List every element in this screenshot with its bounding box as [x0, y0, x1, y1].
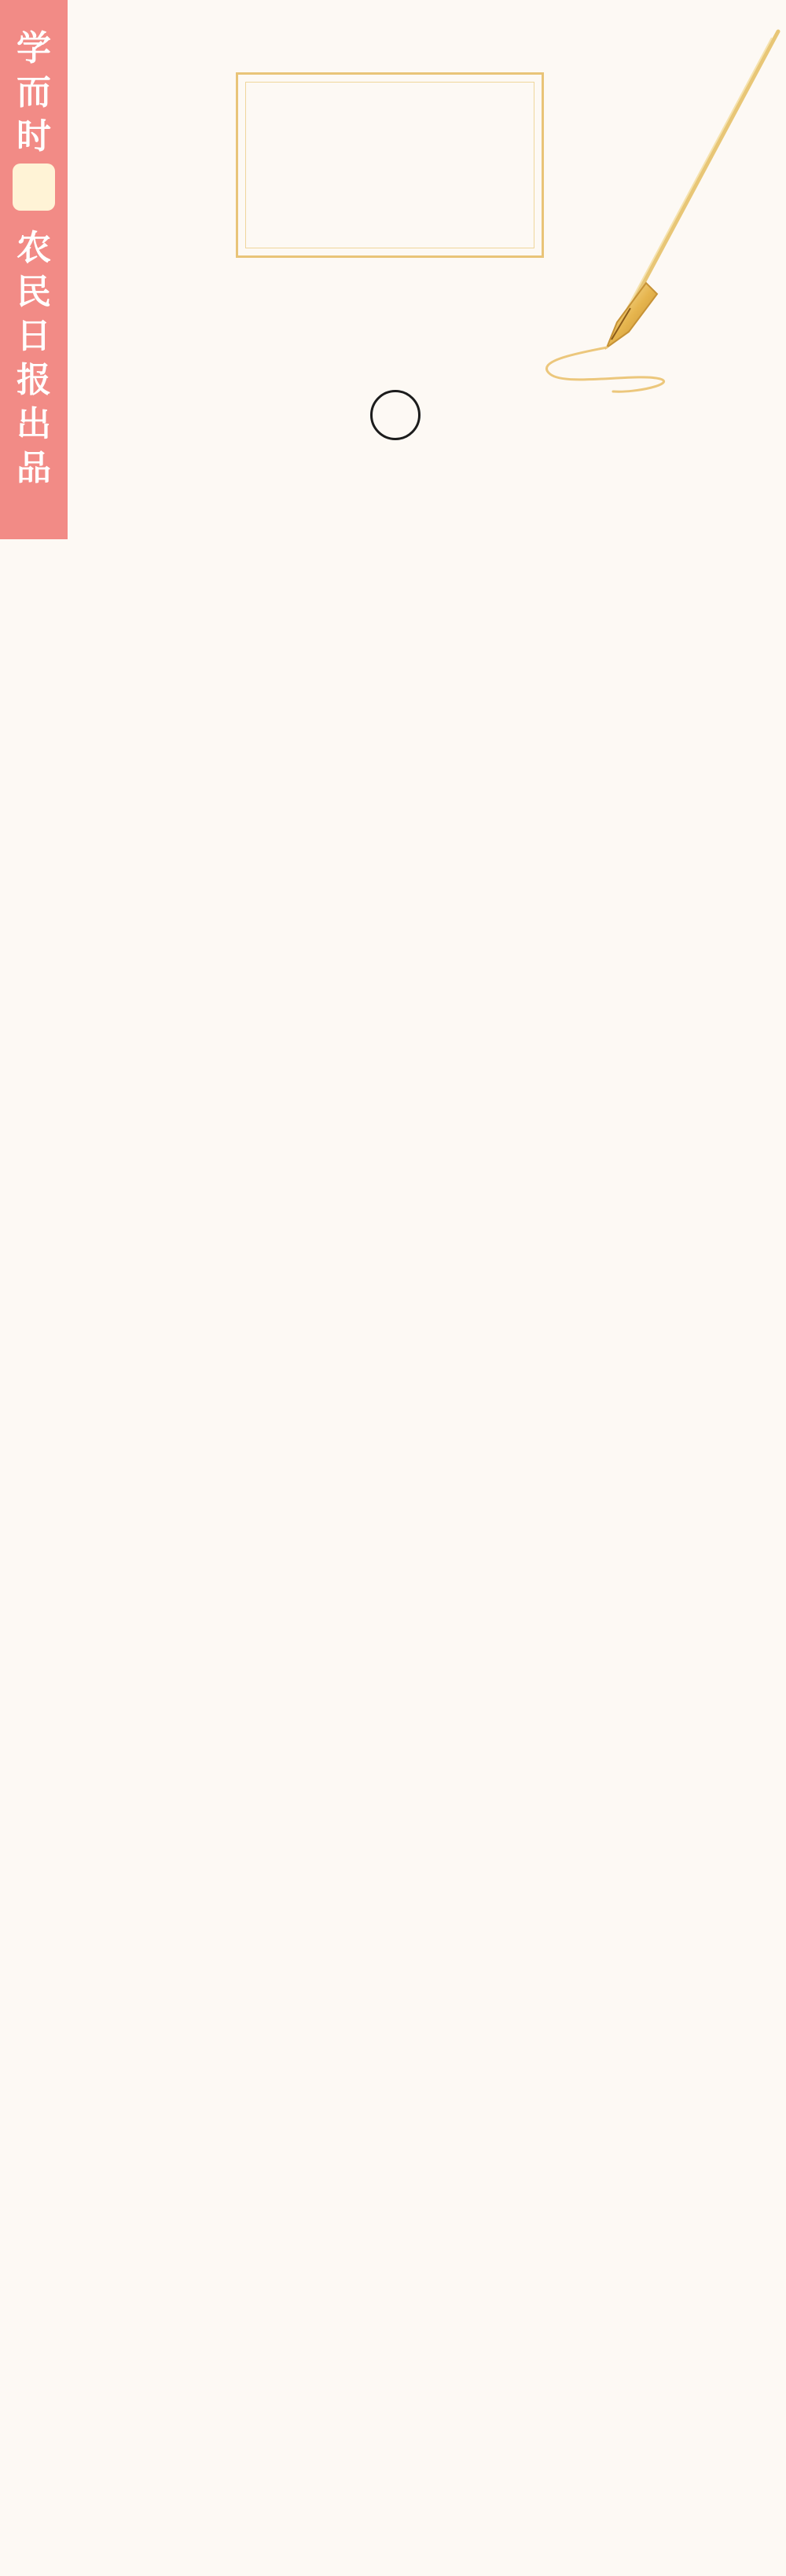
side-banner-top — [0, 27, 68, 159]
side-char-7: 报 — [17, 360, 51, 400]
side-char-5: 民 — [17, 272, 51, 312]
side-char-1: 学 — [17, 28, 51, 68]
part-number-badge — [370, 390, 421, 440]
side-char-6: 日 — [17, 316, 51, 356]
side-char-2: 而 — [17, 72, 51, 112]
side-banner — [0, 0, 68, 539]
side-char-9: 品 — [17, 448, 51, 488]
speech-heading — [79, 379, 707, 445]
side-banner-text — [0, 27, 68, 491]
side-char-3: 时 — [17, 116, 51, 156]
side-banner-bottom — [0, 226, 68, 491]
side-char-4: 农 — [17, 228, 51, 268]
speech-heading-line2-wrap — [79, 379, 707, 445]
fountain-pen-icon — [542, 24, 786, 393]
side-banner-xi — [13, 164, 55, 211]
side-char-8: 出 — [17, 404, 51, 444]
title-frame-inner — [245, 82, 534, 248]
